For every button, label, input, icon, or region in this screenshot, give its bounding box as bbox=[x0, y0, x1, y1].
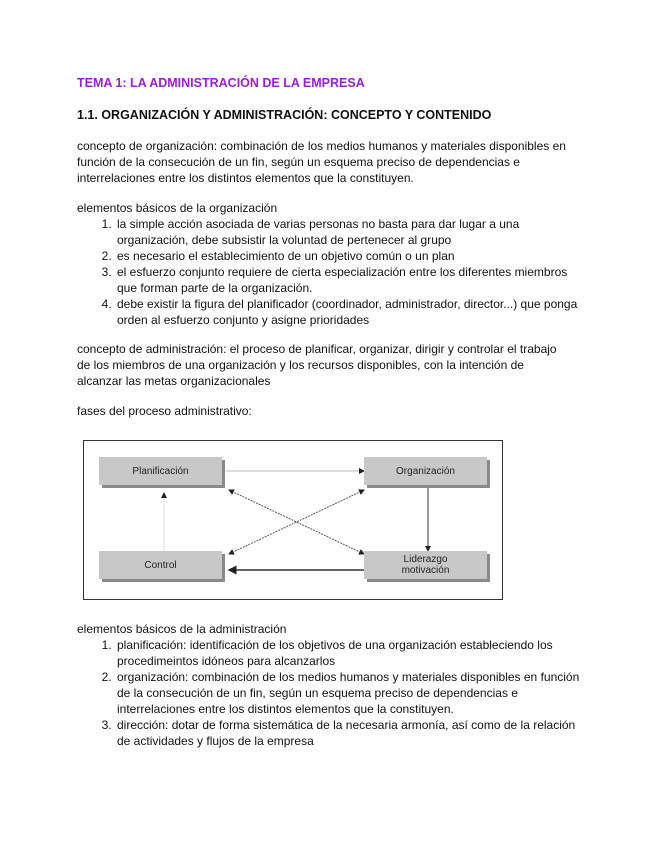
box-planificacion: Planificación bbox=[99, 457, 222, 485]
process-diagram bbox=[83, 440, 503, 600]
list-item: 2. es necesario el establecimiento de un objetivo común o un plan bbox=[115, 248, 580, 264]
liderazgo-label: Liderazgo bbox=[403, 554, 448, 565]
organization-elements-list bbox=[77, 216, 580, 328]
document-title: TEMA 1: LA ADMINISTRACIÓN DE LA EMPRESA bbox=[77, 76, 365, 90]
list-item: 4. debe existir la figura del planificador (coordinador, administrador, director...) que ponga orden al esfuerzo conjunto y asigne prioridades bbox=[115, 296, 580, 328]
list-item: 2. organización: combinación de los medios humanos y materiales disponibles en función de la consecución de un fin, según un esquema preciso de dependencias e interrelaciones entre los distintos elementos que la constituyen. bbox=[115, 669, 580, 717]
box-control: Control bbox=[99, 551, 222, 579]
list-item: 1. planificación: identificación de los objetivos de una organización estableciendo los procedimeintos idóneos para alcanzarlos bbox=[115, 637, 580, 669]
phases-label: fases del proceso administrativo: bbox=[77, 404, 252, 418]
box-liderazgo bbox=[364, 551, 487, 579]
list-item: 3. el esfuerzo conjunto requiere de cierta especialización entre los diferentes miembros que forman parte de la organización. bbox=[115, 264, 580, 296]
box-organizacion: Organización bbox=[364, 457, 487, 485]
list-item: 3. dirección: dotar de forma sistemática de la necesaria armonía, así como de la relación de actividades y flujos de la empresa bbox=[115, 717, 580, 749]
list-label: elementos básicos de la organización bbox=[77, 201, 278, 215]
administration-elements-list bbox=[77, 637, 580, 749]
list-item: 1. la simple acción asociada de varias personas no basta para dar lugar a una organización, debe subsistir la voluntad de pertenecer al grupo bbox=[115, 216, 580, 248]
section-heading: 1.1. ORGANIZACIÓN Y ADMINISTRACIÓN: CONCEPTO Y CONTENIDO bbox=[77, 108, 492, 122]
list-label: elementos básicos de la administración bbox=[77, 622, 287, 636]
motivacion-label: motivación bbox=[401, 565, 450, 576]
organization-definition: concepto de organización: combinación de los medios humanos y materiales disponibles en función de la consecución de un fin, según un esquema preciso de dependencias e interrelaciones entre los distintos elementos que la constituyen. bbox=[77, 139, 566, 185]
administration-definition: concepto de administración: el proceso de planificar, organizar, dirigir y controlar el trabajo de los miembros de una organización y los recursos disponibles, con la intención de alcanzar las metas organizacionales bbox=[77, 342, 557, 388]
